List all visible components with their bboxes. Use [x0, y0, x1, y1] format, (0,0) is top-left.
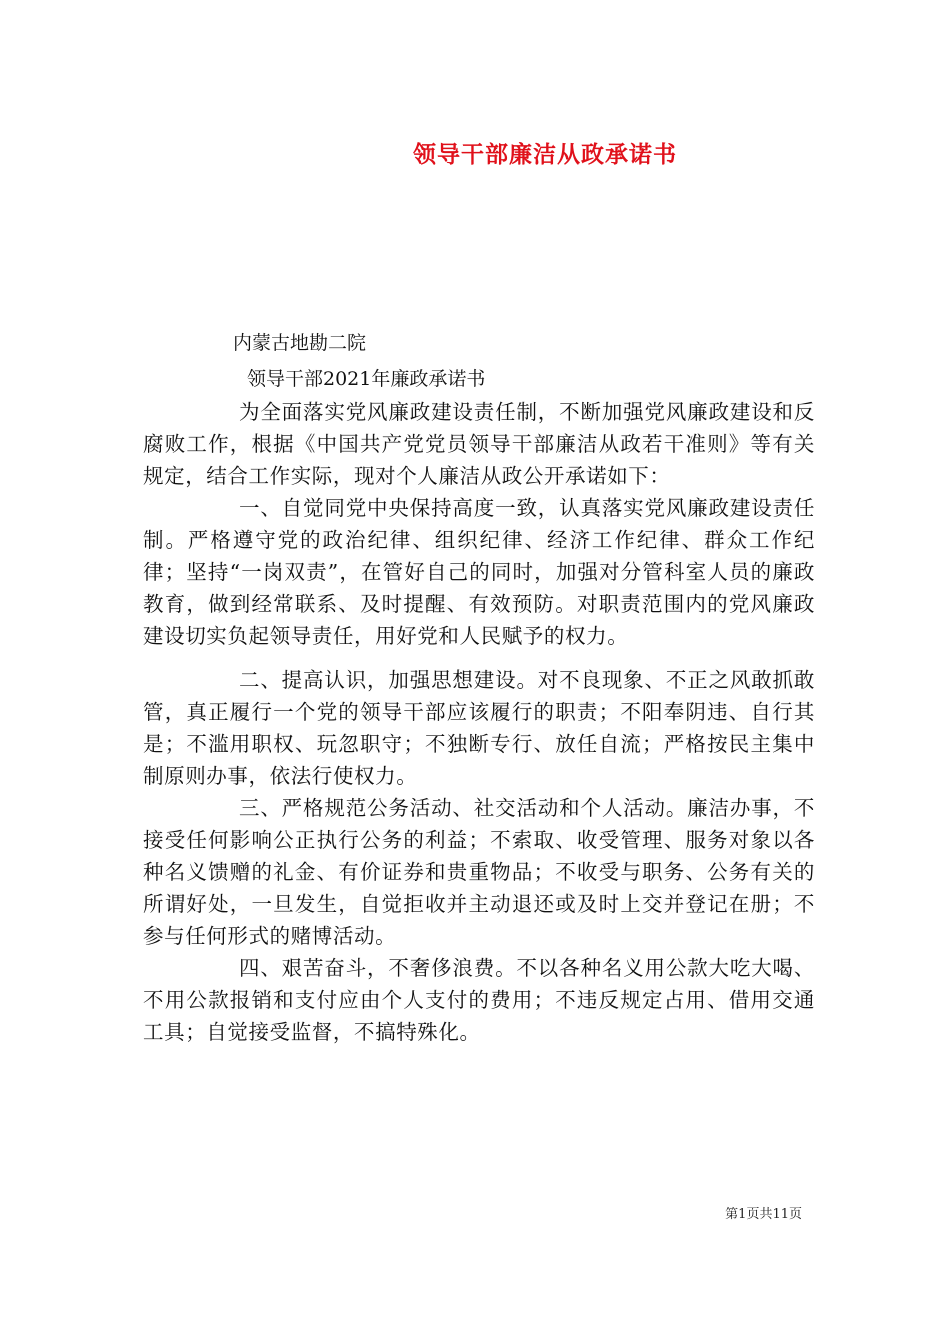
document-subtitle: 领导干部2021年廉政承诺书 [247, 368, 486, 390]
commitment-paragraph-4: 四、艰苦奋斗，不奢侈浪费。不以各种名义用公款大吃大喝、不用公款报销和支付应由个人支付的费用；不违反规定占用、借用交通工具；自觉接受监督，不搞特殊化。 [143, 956, 815, 1044]
page-title: 领导干部廉洁从政承诺书 [413, 141, 677, 168]
document-body [143, 396, 815, 1048]
commitment-paragraph-3: 三、严格规范公务活动、社交活动和个人活动。廉洁办事，不接受任何影响公正执行公务的利益；不索取、收受管理、服务对象以各种名义馈赠的礼金、有价证券和贵重物品；不收受与职务、公务有关的所谓好处，一旦发生，自觉拒收并主动退还或及时上交并登记在册；不参与任何形式的赌博活动。 [143, 796, 815, 948]
commitment-paragraph-1: 一、自觉同党中央保持高度一致，认真落实党风廉政建设责任制。严格遵守党的政治纪律、组织纪律、经济工作纪律、群众工作纪律；坚持“一岗双责”，在管好自己的同时，加强对分管科室人员的廉政教育，做到经常联系、及时提醒、有效预防。对职责范围内的党风廉政建设切实负起领导责任，用好党和人民赋予的权力。 [143, 496, 815, 648]
commitment-paragraph-2: 二、提高认识，加强思想建设。对不良现象、不正之风敢抓敢管，真正履行一个党的领导干部应该履行的职责；不阳奉阴违、自行其是；不滥用职权、玩忽职守；不独断专行、放任自流；严格按民主集中制原则办事，依法行使权力。 [143, 668, 815, 788]
intro-paragraph: 为全面落实党风廉政建设责任制，不断加强党风廉政建设和反腐败工作，根据《中国共产党党员领导干部廉洁从政若干准则》等有关规定，结合工作实际，现对个人廉洁从政公开承诺如下： [143, 400, 815, 488]
page-number-footer: 第1页共11页 [725, 1207, 802, 1222]
organization-name: 内蒙古地勘二院 [233, 332, 367, 354]
